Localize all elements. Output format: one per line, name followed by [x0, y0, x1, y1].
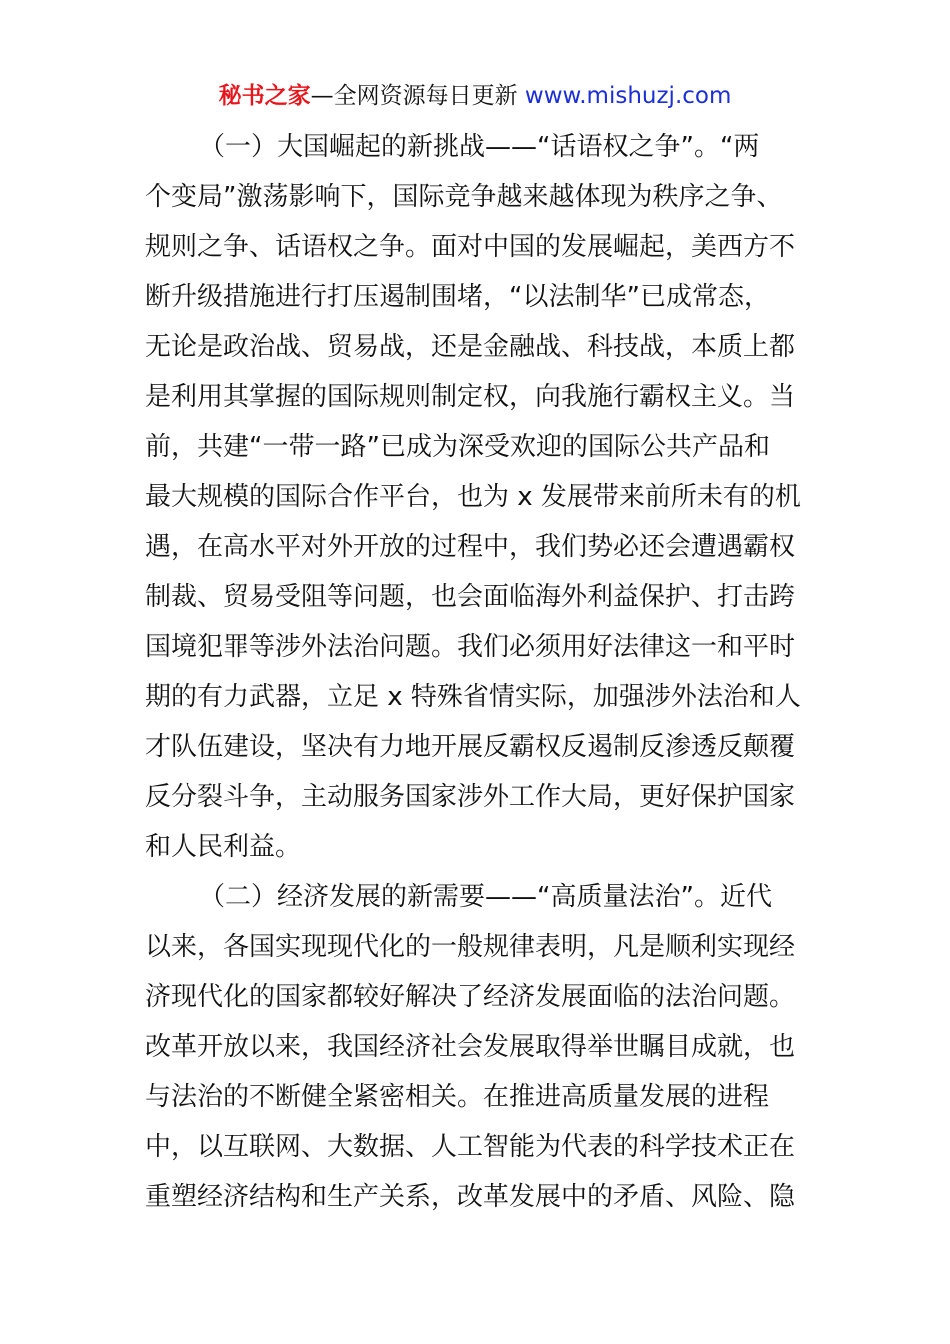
text-line: 反分裂斗争，主动服务国家涉外工作大局，更好保护国家 [145, 782, 796, 812]
text-line: 是利用其掌握的国际规则制定权，向我施行霸权主义。当 [145, 382, 796, 412]
text-line: 个变局”激荡影响下，国际竞争越来越体现为秩序之争、 [145, 182, 783, 212]
text-line: （二）经济发展的新需要——“高质量法治”。近代 [199, 882, 772, 912]
text-line: 和人民利益。 [145, 832, 302, 862]
text-line: 中，以互联网、大数据、人工智能为代表的科学技术正在 [145, 1132, 796, 1162]
site-brand: 秘书之家 [218, 83, 311, 109]
text-line: （一）大国崛起的新挑战——“话语权之争”。“两 [199, 132, 760, 162]
text-line: 期的有力武器，立足 x 特殊省情实际，加强涉外法治和人 [145, 682, 801, 712]
text-line: 遇，在高水平对外开放的过程中，我们势必还会遭遇霸权 [145, 532, 796, 562]
text-line: 改革开放以来，我国经济社会发展取得举世瞩目成就，也 [145, 1032, 796, 1062]
text-line: 与法治的不断健全紧密相关。在推进高质量发展的进程 [145, 1082, 770, 1112]
document-body [145, 122, 810, 1222]
text-line: 断升级措施进行打压遏制围堵，“以法制华”已成常态， [145, 282, 770, 312]
site-header [0, 80, 950, 112]
text-line: 以来，各国实现现代化的一般规律表明，凡是顺利实现经 [145, 932, 796, 962]
text-line: 前，共建“一带一路”已成为深受欢迎的国际公共产品和 [145, 432, 770, 462]
paragraph-1 [145, 122, 810, 872]
text-line: 才队伍建设，坚决有力地开展反霸权反遏制反渗透反颠覆 [145, 732, 796, 762]
paragraph-2 [145, 872, 810, 1222]
text-line: 国境犯罪等涉外法治问题。我们必须用好法律这一和平时 [145, 632, 796, 662]
text-line: 最大规模的国际合作平台，也为 x 发展带来前所未有的机 [145, 482, 801, 512]
site-tagline: —全网资源每日更新 [310, 83, 525, 109]
text-line: 制裁、贸易受阻等问题，也会面临海外利益保护、打击跨 [145, 582, 796, 612]
text-line: 规则之争、话语权之争。面对中国的发展崛起，美西方不 [145, 232, 796, 262]
text-line: 重塑经济结构和生产关系，改革发展中的矛盾、风险、隐 [145, 1182, 796, 1212]
text-line: 济现代化的国家都较好解决了经济发展面临的法治问题。 [145, 982, 796, 1012]
text-line: 无论是政治战、贸易战，还是金融战、科技战，本质上都 [145, 332, 796, 362]
site-url-link[interactable]: www.mishuzj.com [524, 83, 732, 109]
